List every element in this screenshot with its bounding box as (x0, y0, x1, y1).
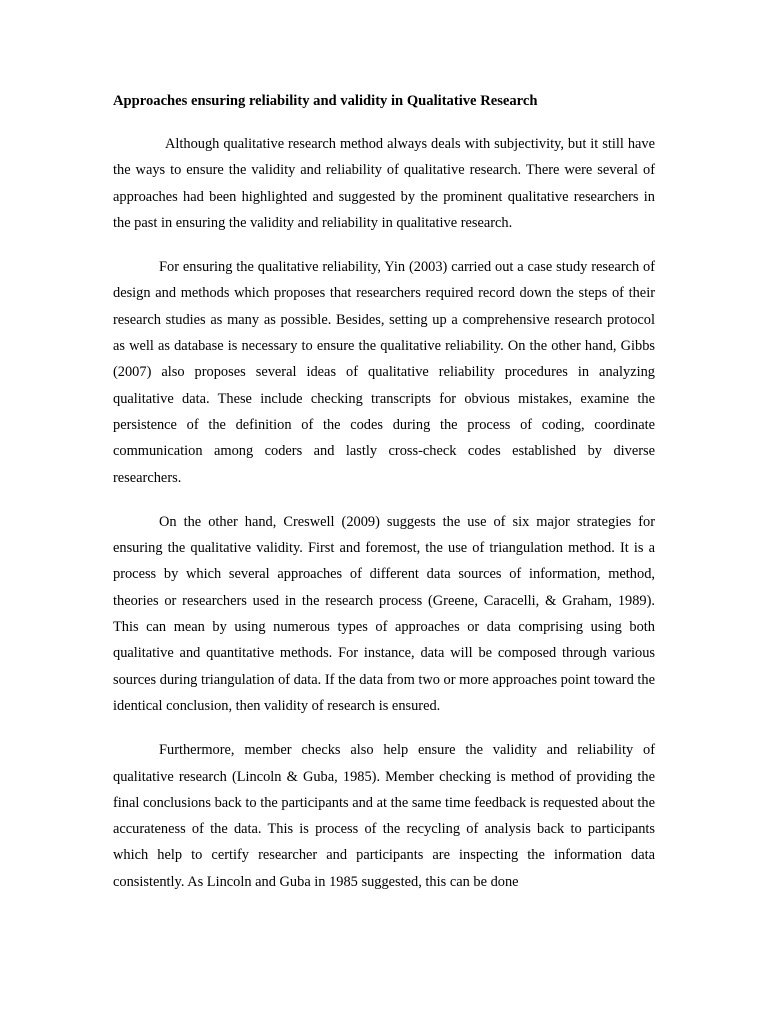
document-page (113, 91, 655, 895)
document-title: Approaches ensuring reliability and validity in Qualitative Research (113, 93, 538, 109)
paragraph-validity: On the other hand, Creswell (2009) suggests the use of six major strategies for ensuring the qualitative validity. First and foremost, the use of triangulation method. It is a process by which several approaches of different data sources of information, method, theories or researchers used in the research process (Greene, Caracelli, & Graham, 1989). This can mean by using numerous types of approaches or data comprising using both qualitative and quantitative methods. For instance, data will be composed through various sources during triangulation of data. If the data from two or more approaches point toward the identical conclusion, then validity of research is ensured. (113, 513, 655, 714)
paragraph-member-checks: Furthermore, member checks also help ensure the validity and reliability of qualitative research (Lincoln & Guba, 1985). Member checking is method of providing the final conclusions back to the participants and at the same time feedback is requested about the accurateness of the data. This is process of the recycling of analysis back to participants which help to certify researcher and participants are inspecting the information data consistently. As Lincoln and Guba in 1985 suggested, this can be done (113, 742, 655, 890)
paragraph-intro: Although qualitative research method always deals with subjectivity, but it still have the ways to ensure the validity and reliability of qualitative research. There were several of approaches had been highlighted and suggested by the prominent qualitative researchers in the past in ensuring the validity and reliability in qualitative research. (113, 136, 655, 231)
paragraph-reliability: For ensuring the qualitative reliability, Yin (2003) carried out a case study research of design and methods which proposes that researchers required record down the steps of their research studies as many as possible. Besides, setting up a comprehensive research protocol as well as database is necessary to ensure the qualitative reliability. On the other hand, Gibbs (2007) also proposes several ideas of qualitative reliability procedures in analyzing qualitative data. These include checking transcripts for obvious mistakes, examine the persistence of the definition of the codes during the process of coding, coordinate communication among coders and lastly cross-check codes established by diverse researchers. (113, 259, 655, 486)
